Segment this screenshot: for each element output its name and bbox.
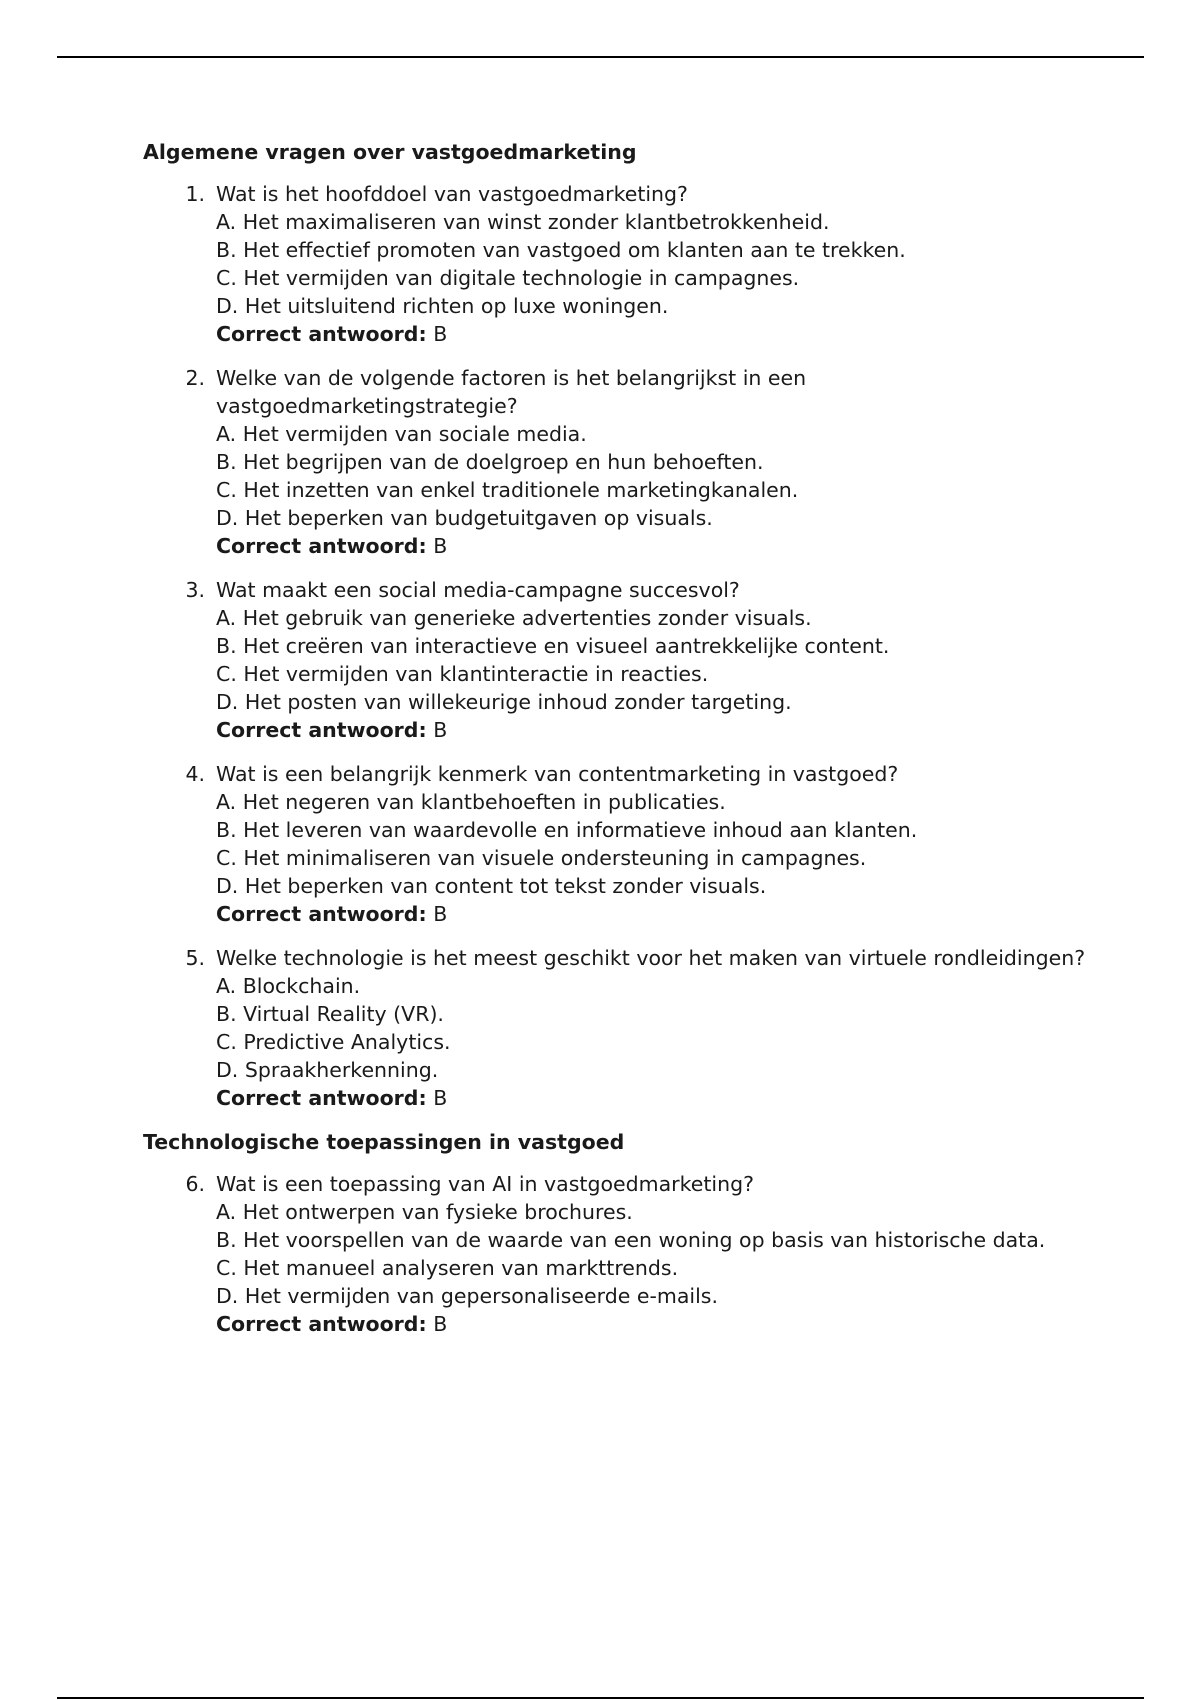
question-text: Welke van de volgende factoren is het belangrijkst in een vastgoedmarketingstrategie? <box>216 366 807 418</box>
question-number: 5. <box>185 946 205 970</box>
question-number: 4. <box>185 762 205 786</box>
answer-option: C. Het inzetten van enkel traditionele marketingkanalen. <box>216 478 799 502</box>
answer-option: D. Spraakherkenning. <box>216 1058 439 1082</box>
correct-answer-value: B <box>433 322 448 346</box>
question-body <box>216 944 1103 1112</box>
answer-option: A. Blockchain. <box>216 974 361 998</box>
question-text: Welke technologie is het meest geschikt voor het maken van virtuele rondleidingen? <box>216 946 1086 970</box>
correct-answer <box>216 320 1103 348</box>
section-heading: Algemene vragen over vastgoedmarketing <box>143 140 637 164</box>
correct-answer <box>216 532 1103 560</box>
correct-answer <box>216 900 1103 928</box>
question-text: Wat maakt een social media-campagne succesvol? <box>216 578 740 602</box>
answer-option: A. Het ontwerpen van fysieke brochures. <box>216 1200 633 1224</box>
question-item <box>143 1170 1103 1338</box>
answer-option: B. Het effectief promoten van vastgoed om klanten aan te trekken. <box>216 238 906 262</box>
answer-option: B. Het leveren van waardevolle en informatieve inhoud aan klanten. <box>216 818 918 842</box>
answer-option: A. Het maximaliseren van winst zonder klantbetrokkenheid. <box>216 210 830 234</box>
question-number: 1. <box>185 182 205 206</box>
answer-option: A. Het gebruik van generieke advertenties zonder visuals. <box>216 606 812 630</box>
answer-option: B. Het begrijpen van de doelgroep en hun behoeften. <box>216 450 764 474</box>
answer-option: A. Het vermijden van sociale media. <box>216 422 587 446</box>
answer-option: B. Virtual Reality (VR). <box>216 1002 444 1026</box>
answer-option: C. Het minimaliseren van visuele ondersteuning in campagnes. <box>216 846 867 870</box>
question-text: Wat is een belangrijk kenmerk van contentmarketing in vastgoed? <box>216 762 899 786</box>
answer-option: C. Het vermijden van digitale technologie in campagnes. <box>216 266 800 290</box>
question-item <box>143 760 1103 928</box>
question-item <box>143 364 1103 560</box>
question-body <box>216 576 1103 744</box>
question-number: 6. <box>185 1172 205 1196</box>
question-number: 2. <box>185 366 205 390</box>
correct-answer <box>216 1310 1103 1338</box>
answer-option: D. Het vermijden van gepersonaliseerde e-mails. <box>216 1284 718 1308</box>
question-item <box>143 944 1103 1112</box>
question-number: 3. <box>185 578 205 602</box>
correct-answer-value: B <box>433 534 448 558</box>
correct-answer-value: B <box>433 902 448 926</box>
answer-option: D. Het beperken van budgetuitgaven op visuals. <box>216 506 713 530</box>
question-item <box>143 576 1103 744</box>
answer-option: D. Het uitsluitend richten op luxe woningen. <box>216 294 669 318</box>
correct-answer-value: B <box>433 1312 448 1336</box>
bottom-rule <box>57 1697 1144 1699</box>
question-body <box>216 180 1103 348</box>
correct-answer-label: Correct antwoord: <box>216 1312 427 1336</box>
correct-answer-label: Correct antwoord: <box>216 322 427 346</box>
question-text: Wat is een toepassing van AI in vastgoedmarketing? <box>216 1172 754 1196</box>
answer-option: B. Het voorspellen van de waarde van een woning op basis van historische data. <box>216 1228 1046 1252</box>
correct-answer-label: Correct antwoord: <box>216 534 427 558</box>
correct-answer-value: B <box>433 1086 448 1110</box>
top-rule <box>57 56 1144 58</box>
correct-answer-label: Correct antwoord: <box>216 902 427 926</box>
section-heading: Technologische toepassingen in vastgoed <box>143 1130 625 1154</box>
correct-answer-value: B <box>433 718 448 742</box>
answer-option: C. Het manueel analyseren van markttrends. <box>216 1256 679 1280</box>
question-text: Wat is het hoofddoel van vastgoedmarketing? <box>216 182 688 206</box>
answer-option: C. Predictive Analytics. <box>216 1030 451 1054</box>
answer-option: A. Het negeren van klantbehoeften in publicaties. <box>216 790 726 814</box>
correct-answer <box>216 1084 1103 1112</box>
question-item <box>143 180 1103 348</box>
question-body <box>216 760 1103 928</box>
correct-answer-label: Correct antwoord: <box>216 718 427 742</box>
answer-option: B. Het creëren van interactieve en visueel aantrekkelijke content. <box>216 634 890 658</box>
question-body <box>216 364 1103 560</box>
correct-answer <box>216 716 1103 744</box>
question-body <box>216 1170 1103 1338</box>
correct-answer-label: Correct antwoord: <box>216 1086 427 1110</box>
answer-option: D. Het posten van willekeurige inhoud zonder targeting. <box>216 690 792 714</box>
answer-option: D. Het beperken van content tot tekst zonder visuals. <box>216 874 767 898</box>
answer-option: C. Het vermijden van klantinteractie in reacties. <box>216 662 709 686</box>
document-body <box>143 138 1103 1354</box>
